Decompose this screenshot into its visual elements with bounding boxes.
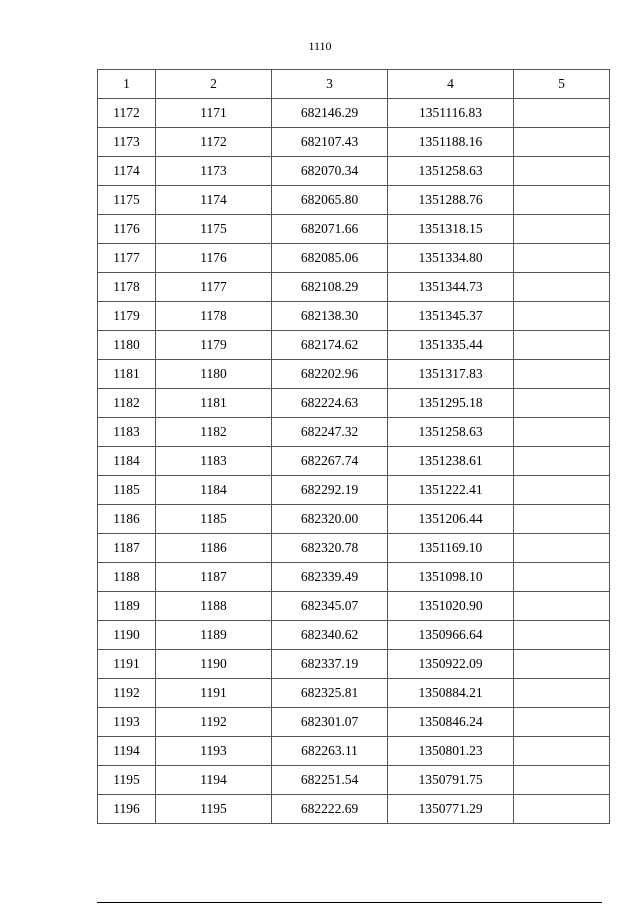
table-cell-col-4: 1351222.41	[388, 476, 514, 505]
table-cell-col-2: 1188	[156, 592, 272, 621]
table-cell-col-1: 1184	[98, 447, 156, 476]
table-cell-col-2: 1194	[156, 766, 272, 795]
table-cell-col-1: 1177	[98, 244, 156, 273]
table-cell-col-1: 1190	[98, 621, 156, 650]
table-cell-col-4: 1351098.10	[388, 563, 514, 592]
table-cell-col-3: 682070.34	[272, 157, 388, 186]
table-row	[98, 389, 610, 418]
table-cell-col-3: 682320.00	[272, 505, 388, 534]
table-cell-col-1: 1187	[98, 534, 156, 563]
table-cell-col-4: 1351335.44	[388, 331, 514, 360]
table-cell-col-1: 1180	[98, 331, 156, 360]
column-header-4: 4	[388, 70, 514, 99]
table-cell-col-1: 1194	[98, 737, 156, 766]
table-body	[98, 99, 610, 824]
table-cell-col-3: 682146.29	[272, 99, 388, 128]
table-row	[98, 273, 610, 302]
table-cell-col-1: 1196	[98, 795, 156, 824]
column-header-5: 5	[514, 70, 610, 99]
table-cell-col-2: 1180	[156, 360, 272, 389]
table-cell-col-3: 682267.74	[272, 447, 388, 476]
table-cell-col-1: 1191	[98, 650, 156, 679]
table-cell-col-2: 1172	[156, 128, 272, 157]
table-cell-col-5	[514, 534, 610, 563]
table-cell-col-3: 682065.80	[272, 186, 388, 215]
table-cell-col-5	[514, 795, 610, 824]
table-cell-col-2: 1184	[156, 476, 272, 505]
table-cell-col-5	[514, 737, 610, 766]
table-cell-col-5	[514, 273, 610, 302]
table-cell-col-2: 1186	[156, 534, 272, 563]
column-header-3: 3	[272, 70, 388, 99]
table-cell-col-4: 1350966.64	[388, 621, 514, 650]
table-row	[98, 360, 610, 389]
table-cell-col-4: 1351188.16	[388, 128, 514, 157]
table-cell-col-4: 1351258.63	[388, 418, 514, 447]
table-row	[98, 621, 610, 650]
table-cell-col-2: 1191	[156, 679, 272, 708]
table-cell-col-4: 1351116.83	[388, 99, 514, 128]
table-cell-col-2: 1187	[156, 563, 272, 592]
table-cell-col-4: 1351317.83	[388, 360, 514, 389]
table-cell-col-5	[514, 186, 610, 215]
table-cell-col-4: 1351318.15	[388, 215, 514, 244]
table-cell-col-4: 1351334.80	[388, 244, 514, 273]
table-cell-col-4: 1350846.24	[388, 708, 514, 737]
footer-rule	[97, 902, 602, 903]
table-cell-col-5	[514, 389, 610, 418]
table-cell-col-1: 1176	[98, 215, 156, 244]
table-cell-col-2: 1174	[156, 186, 272, 215]
table-cell-col-1: 1186	[98, 505, 156, 534]
table-cell-col-3: 682202.96	[272, 360, 388, 389]
table-cell-col-2: 1183	[156, 447, 272, 476]
table-cell-col-3: 682292.19	[272, 476, 388, 505]
column-header-2: 2	[156, 70, 272, 99]
table-cell-col-1: 1192	[98, 679, 156, 708]
table-cell-col-1: 1185	[98, 476, 156, 505]
table-row	[98, 505, 610, 534]
table-cell-col-2: 1181	[156, 389, 272, 418]
table-cell-col-4: 1351345.37	[388, 302, 514, 331]
table-cell-col-3: 682340.62	[272, 621, 388, 650]
table-cell-col-1: 1181	[98, 360, 156, 389]
table-cell-col-5	[514, 650, 610, 679]
table-row	[98, 215, 610, 244]
table-cell-col-4: 1351344.73	[388, 273, 514, 302]
table-row	[98, 186, 610, 215]
table-cell-col-3: 682138.30	[272, 302, 388, 331]
table-cell-col-5	[514, 215, 610, 244]
table-cell-col-3: 682224.63	[272, 389, 388, 418]
table-cell-col-4: 1351238.61	[388, 447, 514, 476]
coordinates-table	[97, 69, 610, 824]
table-cell-col-1: 1179	[98, 302, 156, 331]
table-cell-col-2: 1190	[156, 650, 272, 679]
table-cell-col-3: 682107.43	[272, 128, 388, 157]
table-cell-col-5	[514, 331, 610, 360]
table-row	[98, 331, 610, 360]
table-row	[98, 592, 610, 621]
table-cell-col-5	[514, 99, 610, 128]
table-cell-col-3: 682301.07	[272, 708, 388, 737]
header-row	[98, 70, 610, 99]
table-cell-col-5	[514, 766, 610, 795]
table-cell-col-4: 1351206.44	[388, 505, 514, 534]
table-cell-col-1: 1175	[98, 186, 156, 215]
table-cell-col-3: 682085.06	[272, 244, 388, 273]
table-row	[98, 476, 610, 505]
table-cell-col-1: 1182	[98, 389, 156, 418]
table-row	[98, 157, 610, 186]
page-number: 1110	[308, 39, 332, 53]
table-cell-col-2: 1179	[156, 331, 272, 360]
table-row	[98, 708, 610, 737]
table-cell-col-2: 1173	[156, 157, 272, 186]
table-cell-col-3: 682108.29	[272, 273, 388, 302]
table-cell-col-1: 1173	[98, 128, 156, 157]
table-cell-col-3: 682247.32	[272, 418, 388, 447]
table-cell-col-4: 1350791.75	[388, 766, 514, 795]
table-cell-col-3: 682174.62	[272, 331, 388, 360]
table-cell-col-3: 682320.78	[272, 534, 388, 563]
table-cell-col-3: 682222.69	[272, 795, 388, 824]
table-cell-col-5	[514, 360, 610, 389]
table-cell-col-4: 1350801.23	[388, 737, 514, 766]
table-cell-col-2: 1182	[156, 418, 272, 447]
table-cell-col-2: 1185	[156, 505, 272, 534]
table-cell-col-2: 1193	[156, 737, 272, 766]
table-cell-col-1: 1193	[98, 708, 156, 737]
table-cell-col-5	[514, 128, 610, 157]
table-cell-col-2: 1195	[156, 795, 272, 824]
table-cell-col-2: 1171	[156, 99, 272, 128]
table-cell-col-5	[514, 418, 610, 447]
table-cell-col-2: 1192	[156, 708, 272, 737]
table-row	[98, 99, 610, 128]
table-row	[98, 447, 610, 476]
table-row	[98, 795, 610, 824]
table-row	[98, 534, 610, 563]
table-cell-col-5	[514, 476, 610, 505]
table-cell-col-5	[514, 621, 610, 650]
table-cell-col-3: 682337.19	[272, 650, 388, 679]
table-cell-col-3: 682251.54	[272, 766, 388, 795]
table-cell-col-4: 1351169.10	[388, 534, 514, 563]
table-cell-col-5	[514, 244, 610, 273]
table-row	[98, 418, 610, 447]
table-cell-col-1: 1183	[98, 418, 156, 447]
table-cell-col-4: 1351295.18	[388, 389, 514, 418]
table-cell-col-1: 1178	[98, 273, 156, 302]
table-cell-col-4: 1351020.90	[388, 592, 514, 621]
table-cell-col-4: 1351258.63	[388, 157, 514, 186]
table-cell-col-2: 1189	[156, 621, 272, 650]
table-cell-col-1: 1189	[98, 592, 156, 621]
table-cell-col-4: 1350922.09	[388, 650, 514, 679]
table-cell-col-4: 1351288.76	[388, 186, 514, 215]
table-row	[98, 302, 610, 331]
table-cell-col-1: 1195	[98, 766, 156, 795]
table-cell-col-5	[514, 505, 610, 534]
table-cell-col-2: 1178	[156, 302, 272, 331]
table-row	[98, 737, 610, 766]
table-cell-col-1: 1188	[98, 563, 156, 592]
table-cell-col-5	[514, 708, 610, 737]
table-row	[98, 128, 610, 157]
table-cell-col-4: 1350771.29	[388, 795, 514, 824]
table-cell-col-2: 1177	[156, 273, 272, 302]
table-row	[98, 650, 610, 679]
table-cell-col-2: 1176	[156, 244, 272, 273]
table-cell-col-5	[514, 679, 610, 708]
table-cell-col-3: 682071.66	[272, 215, 388, 244]
table-row	[98, 244, 610, 273]
table-cell-col-3: 682325.81	[272, 679, 388, 708]
table-cell-col-5	[514, 157, 610, 186]
table-cell-col-5	[514, 302, 610, 331]
table-cell-col-3: 682339.49	[272, 563, 388, 592]
table-row	[98, 563, 610, 592]
table-header	[98, 70, 610, 99]
table-cell-col-3: 682345.07	[272, 592, 388, 621]
table-cell-col-5	[514, 447, 610, 476]
table-cell-col-5	[514, 563, 610, 592]
table-row	[98, 679, 610, 708]
column-header-1: 1	[98, 70, 156, 99]
table-cell-col-1: 1172	[98, 99, 156, 128]
table-row	[98, 766, 610, 795]
table-cell-col-3: 682263.11	[272, 737, 388, 766]
table-cell-col-4: 1350884.21	[388, 679, 514, 708]
table-cell-col-2: 1175	[156, 215, 272, 244]
table-cell-col-1: 1174	[98, 157, 156, 186]
table-cell-col-5	[514, 592, 610, 621]
